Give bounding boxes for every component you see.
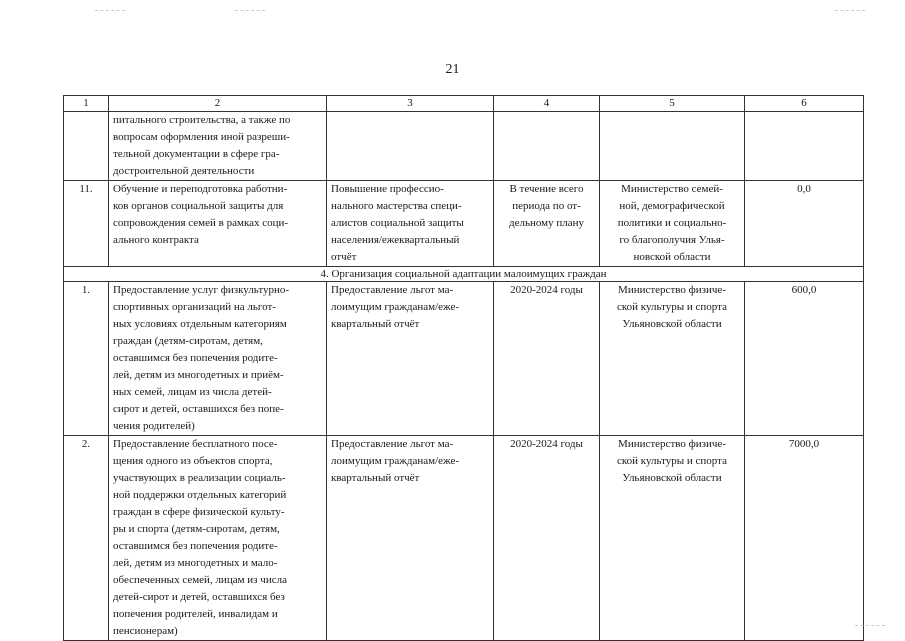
row-number [64,112,109,181]
row-number: 1. [64,282,109,436]
measure-cell: Обучение и переподготовка работни- ков органов социальной защиты для сопровождения семей в рамках соци- ального контракта [109,181,327,267]
measure-cell: питального строительства, а также по вопросам оформления иной разреши- тельной документации в сфере гра- достроительной деятельности [109,112,327,181]
result-cell [327,112,494,181]
section-header-row [64,267,864,282]
amount-cell: 7000,0 [745,436,864,641]
row-number: 11. [64,181,109,267]
term-cell: В течение всего периода по от- дельному плану [494,181,600,267]
page-number: 21 [445,62,460,77]
term-cell [494,112,600,181]
scan-edge-mark [835,10,865,11]
executor-cell: Министерство физиче- ской культуры и спорта Ульяновской области [600,282,745,436]
table-header-row [64,96,864,112]
header-col-2: 2 [109,96,327,112]
measures-table [63,95,864,641]
table-row-continued [64,112,864,181]
scan-edge-mark [235,10,265,11]
header-col-3: 3 [327,96,494,112]
executor-cell: Министерство семей- ной, демографической политики и социально- го благополучия Улья- новской области [600,181,745,267]
result-cell: Предоставление льгот ма- лоимущим гражданам/еже- квартальный отчёт [327,436,494,641]
section-title: 4. Организация социальной адаптации малоимущих граждан [64,267,864,282]
term-cell: 2020-2024 годы [494,436,600,641]
result-cell: Повышение профессио- нального мастерства специ- алистов социальной защиты населения/ежеквартальный отчёт [327,181,494,267]
executor-cell: Министерство физиче- ской культуры и спорта Ульяновской области [600,436,745,641]
executor-cell [600,112,745,181]
measure-cell: Предоставление услуг физкультурно- спортивных организаций на льгот- ных условиях отдельным категориям граждан (детям-сиротам, детям, оставшимся без попечения родите- лей, детям из многодетных и приём- ных семей, лицам из числа детей- сирот и детей, оставшихся без попе- чения родителей) [109,282,327,436]
header-col-1: 1 [64,96,109,112]
table-row-2 [64,436,864,641]
scan-edge-mark [855,625,885,626]
row-number: 2. [64,436,109,641]
header-col-6: 6 [745,96,864,112]
table-row-1 [64,282,864,436]
amount-cell: 0,0 [745,181,864,267]
header-col-4: 4 [494,96,600,112]
measure-cell: Предоставление бесплатного посе- щения одного из объектов спорта, участвующих в реализации социаль- ной поддержки отдельных категорий граждан в сфере физической культу- ры и спорта (детям-сиротам, детям, оставшимся без попечения родите- лей, детям из многодетных и мало- обеспеченных семей, лицам из числа детей-сирот и детей, оставшихся без попечения родителей, инвалидам и пенсионерам) [109,436,327,641]
table-row-11 [64,181,864,267]
result-cell: Предоставление льгот ма- лоимущим гражданам/еже- квартальный отчёт [327,282,494,436]
amount-cell [745,112,864,181]
scan-edge-mark [95,10,125,11]
term-cell: 2020-2024 годы [494,282,600,436]
amount-cell: 600,0 [745,282,864,436]
header-col-5: 5 [600,96,745,112]
